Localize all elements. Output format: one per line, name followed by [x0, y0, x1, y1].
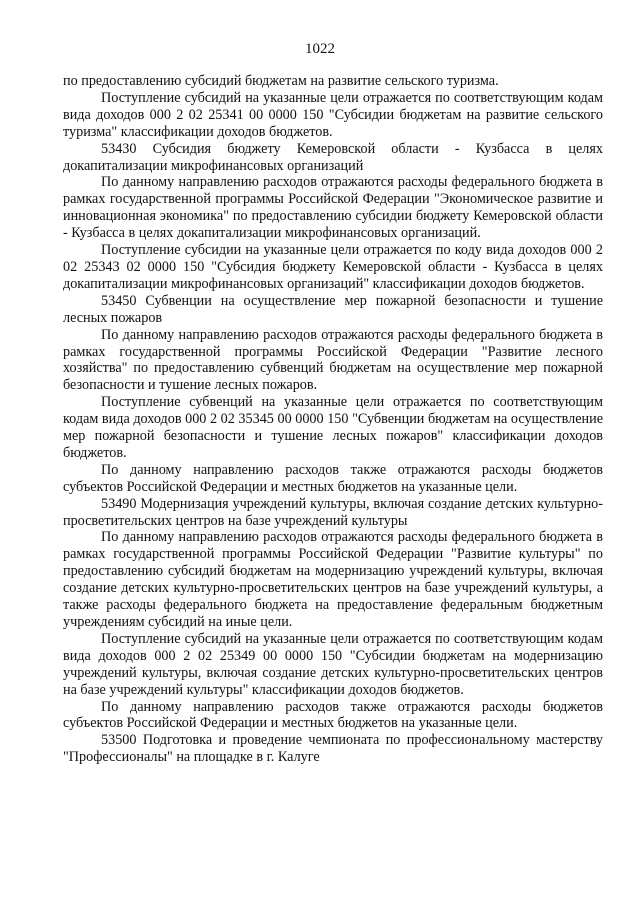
section-heading-53430: 53430 Субсидия бюджету Кемеровской области - Кузбасса в целях докапитализации микрофинансовых организаций [63, 140, 603, 174]
paragraph-8: Поступление субвенций на указанные цели отражается по соответствующим кодам вида доходов 000 2 02 35345 00 0000 150 "Субвенции бюджетам на осуществление мер пожарной безопасности и тушение лесных пожаров" классификации доходов бюджетов. [63, 394, 603, 461]
section-heading-53490: 53490 Модернизация учреждений культуры, включая создание детских культурно-просветительских центров на базе учреждений культуры [63, 495, 603, 529]
document-body [63, 73, 603, 766]
paragraph-11: По данному направлению расходов отражаются расходы федерального бюджета в рамках государственной программы Российской Федерации "Развитие культуры" по предоставлению субсидий бюджетам на модернизацию учреждений культуры, включая создание детских культурно-просветительских центров на базе учреждений культуры, а также расходы федерального бюджета на предоставление федеральным бюджетным учреждениям субсидий на иные цели. [63, 529, 603, 630]
section-heading-53450: 53450 Субвенции на осуществление мер пожарной безопасности и тушение лесных пожаров [63, 292, 603, 326]
paragraph-12: Поступление субсидий на указанные цели отражается по соответствующим кодам вида доходов 000 2 02 25349 00 0000 150 "Субсидии бюджетам на модернизацию учреждений культуры, включая создание детских культурно-просветительских центров на базе учреждений культуры" классификации доходов бюджетов. [63, 630, 603, 698]
paragraph-7: По данному направлению расходов отражаются расходы федерального бюджета в рамках государственной программы Российской Федерации "Развитие лесного хозяйства" по предоставлению субвенций бюджетам на осуществление мер пожарной безопасности и тушение лесных пожаров. [63, 326, 603, 394]
paragraph-5: Поступление субсидии на указанные цели отражается по коду вида доходов 000 2 02 25343 02 0000 150 "Субсидия бюджету Кемеровской области - Кузбасса в целях докапитализации микрофинансовых организаций" классификации доходов бюджетов. [63, 242, 603, 292]
section-heading-53500: 53500 Подготовка и проведение чемпионата по профессиональному мастерству "Профессионалы" на площадке в г. Калуге [63, 732, 603, 766]
paragraph-13: По данному направлению расходов также отражаются расходы бюджетов субъектов Российской Федерации и местных бюджетов на указанные цели. [63, 698, 603, 732]
paragraph-2: Поступление субсидий на указанные цели отражается по соответствующим кодам вида доходов 000 2 02 25341 00 0000 150 "Субсидии бюджетам на развитие сельского туризма" классификации доходов бюджетов. [63, 89, 603, 140]
paragraph-9: По данному направлению расходов также отражаются расходы бюджетов субъектов Российской Федерации и местных бюджетов на указанные цели. [63, 461, 603, 495]
paragraph-4: По данному направлению расходов отражаются расходы федерального бюджета в рамках государственной программы Российской Федерации "Экономическое развитие и инновационная экономика" по предоставлению субсидии бюджету Кемеровской области - Кузбасса в целях докапитализации микрофинансовых организаций. [63, 174, 603, 242]
paragraph-1: по предоставлению субсидий бюджетам на развитие сельского туризма. [63, 73, 499, 89]
page-number: 1022 [305, 41, 335, 57]
